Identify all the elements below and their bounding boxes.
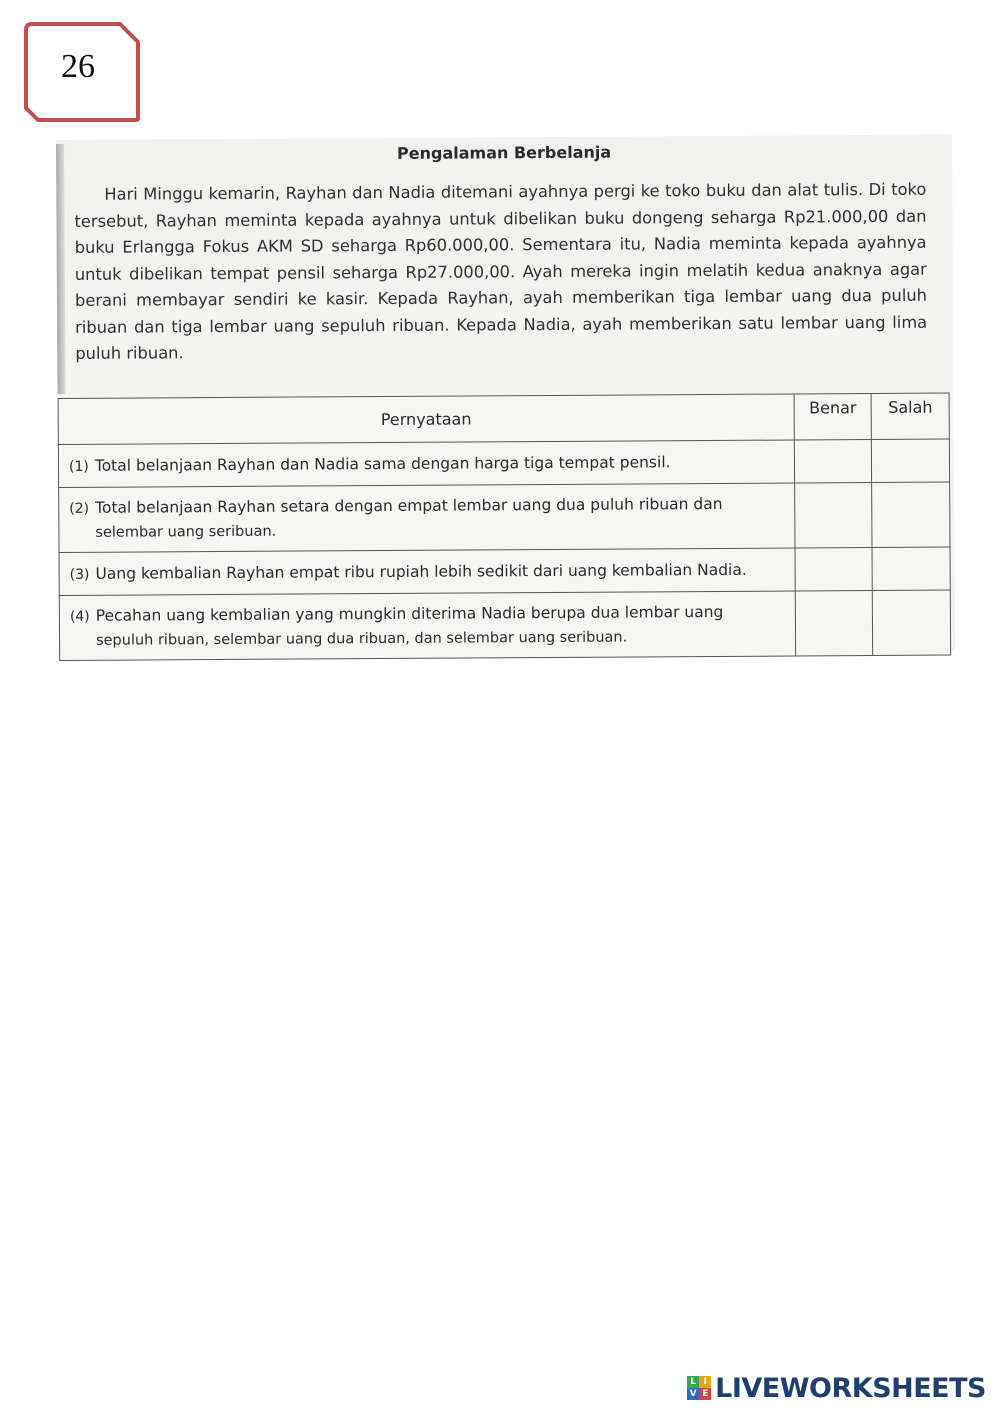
statement-text: Total belanjaan Rayhan dan Nadia sama dengan harga tiga tempat pensil.	[94, 452, 671, 475]
brand-icon	[687, 1376, 711, 1400]
statement-number: (3)	[69, 566, 90, 583]
table-row	[59, 590, 950, 660]
scan-shadow-edge	[56, 144, 66, 394]
statement-cell	[59, 591, 795, 660]
scanned-worksheet	[56, 135, 955, 656]
brand-logo	[687, 1372, 986, 1404]
brand-icon-letter: E	[699, 1388, 711, 1400]
statement-text: Total belanjaan Rayhan setara dengan empat lembar uang dua puluh ribuan dan	[95, 494, 723, 517]
statement-number: (4)	[69, 608, 90, 625]
statement-text: Pecahan uang kembalian yang mungkin diterima Nadia berupa dua lembar uang	[95, 602, 724, 625]
statement-number: (1)	[68, 458, 89, 475]
brand-icon-letter: V	[687, 1388, 699, 1400]
header-statement: Pernyataan	[58, 394, 794, 444]
story-paragraph: Hari Minggu kemarin, Rayhan dan Nadia ditemani ayahnya pergi ke toko buku dan alat tulis. Di toko tersebut, Rayhan meminta kepada ayahnya untuk dibelikan buku dongeng seharga Rp21.000,00 dan buku Erlangga Fokus AKM SD seharga Rp60.000,00. Sementara itu, Nadia meminta kepada ayahnya untuk dibelikan tempat pensil seharga Rp27.000,00. Ayah mereka ingin melatih kedua anaknya agar berani membayar sendiri ke kasir. Kepada Rayhan, ayah memberikan tiga lembar uang dua puluh ribuan dan tiga lembar uang sepuluh ribuan. Kepada Nadia, ayah memberikan satu lembar uang lima puluh ribuan.	[74, 179, 928, 363]
document-title: Pengalaman Berbelanja	[396, 142, 612, 163]
brand-icon-letter: I	[699, 1376, 711, 1388]
answer-false-cell[interactable]	[872, 482, 950, 547]
answer-false-cell[interactable]	[872, 439, 950, 482]
page-number: 26	[61, 48, 95, 85]
statement-number: (2)	[69, 500, 90, 517]
statement-text-continued: sepuluh ribuan, selembar uang dua ribuan, dan selembar uang seribuan.	[96, 629, 628, 649]
statements-table	[58, 393, 952, 661]
answer-true-cell[interactable]	[795, 548, 873, 591]
header-true: Benar	[794, 394, 872, 440]
answer-true-cell[interactable]	[794, 440, 872, 483]
answer-false-cell[interactable]	[872, 547, 950, 590]
statement-cell	[59, 483, 795, 552]
statement-text: Uang kembalian Rayhan empat ribu rupiah lebih sedikit dari uang kembalian Nadia.	[95, 560, 747, 583]
statement-text-continued: selembar uang seribuan.	[95, 523, 277, 541]
table-row	[58, 439, 949, 487]
answer-false-cell[interactable]	[873, 590, 951, 655]
statement-cell	[58, 440, 794, 487]
statement-cell	[59, 548, 795, 595]
table-row	[59, 482, 950, 552]
brand-icon-letter: L	[687, 1376, 699, 1388]
header-false: Salah	[872, 393, 950, 439]
brand-name: LIVEWORKSHEETS	[715, 1372, 986, 1404]
table-header-row	[58, 393, 949, 444]
table-row	[59, 547, 950, 595]
answer-true-cell[interactable]	[795, 591, 873, 656]
answer-true-cell[interactable]	[794, 483, 872, 548]
